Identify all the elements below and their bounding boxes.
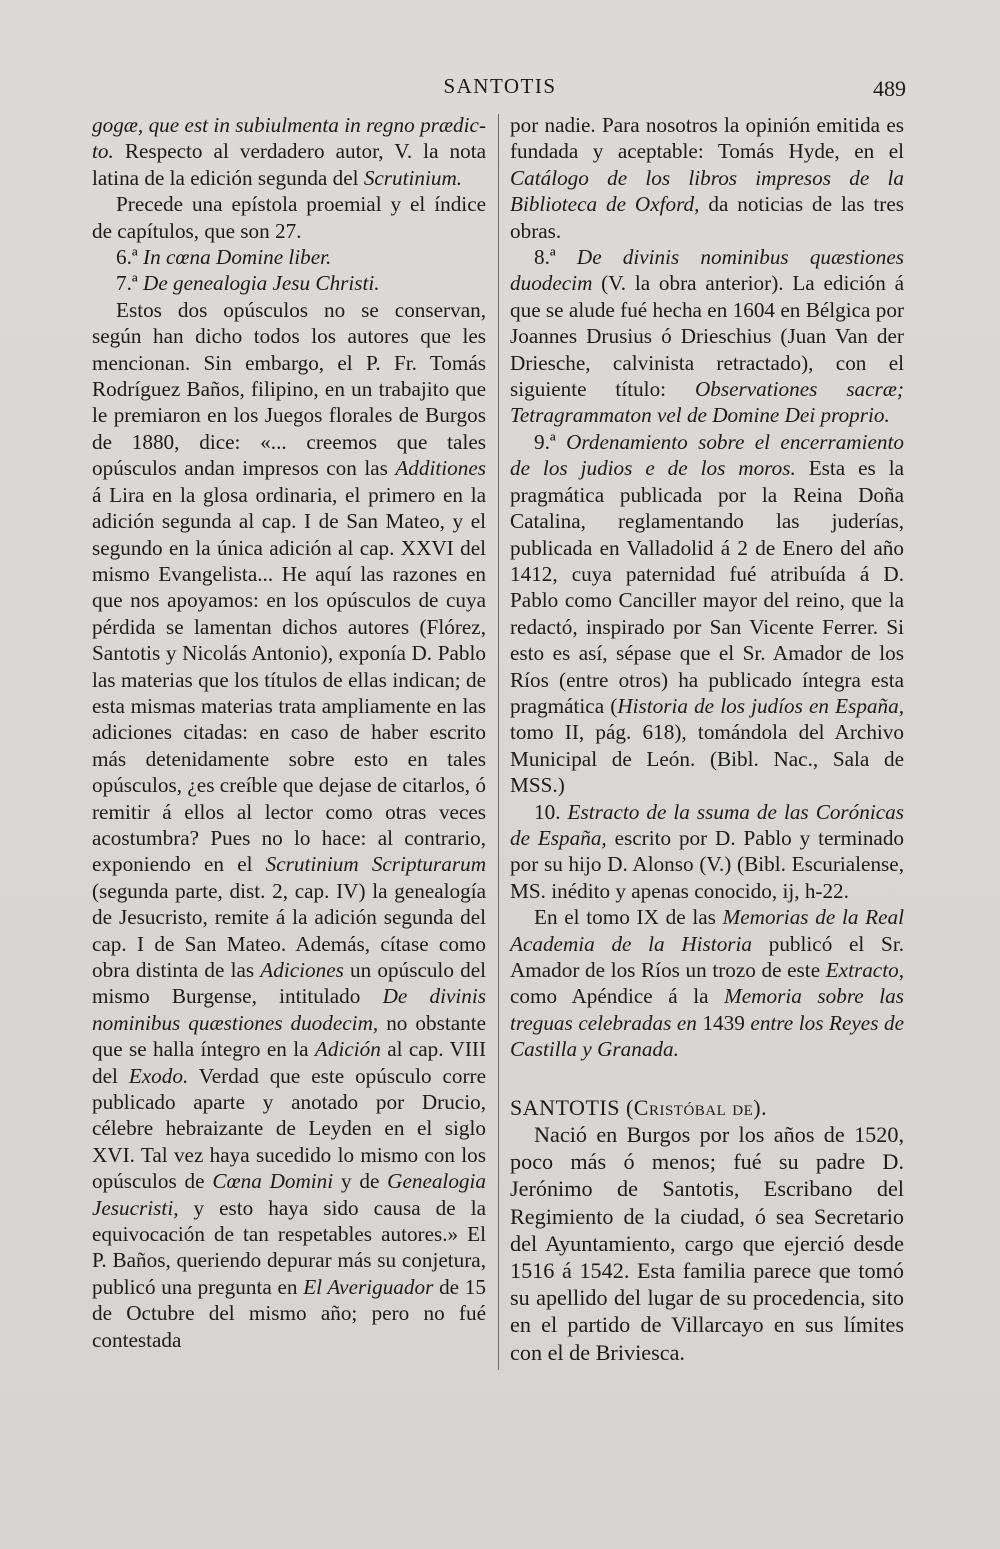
text: (segunda parte, dist. 2, cap. IV) la genealogía de Jesucristo, remite á la adición segunda del cap. I de San Mateo. Además, cítase como obra distinta de las [92,878,486,982]
column-divider [498,114,499,1370]
text: (V. la obra anterior). La edición á que se alude fué hecha en 1604 en Bélgica por Joannes Drusius ó Drieschius (Juan Van der Driesche, calvinista retractado), con el siguiente título: [510,271,904,402]
text: Esta es la pragmática publicada por la Reina Doña Catalina, reglamentando las juderías, publicada en Valladolid á 2 de Enero del año 1412, cuya paternidad fué atribuída á D. Pablo como Canciller mayor del reino, que la redactó, inspirado por San Vicente Ferrer. Si esto es así, sépase que el Sr. Amador de los Ríos (entre otros) ha publicado íntegra esta pragmática ( [510,456,904,718]
item-title: De divinis nominibus quæstiones duodecim [510,245,904,296]
right-column [510,112,904,1366]
page-number: 489 [873,76,906,101]
italic-text: Observationes sacræ; Tetragrammaton vel de Domine Dei proprio. [510,377,904,428]
list-item [510,244,904,429]
text: tomo II, pág. 618), tomándola del Archivo Municipal de León. (Bibl. Nac., Sala de MSS.) [510,720,904,798]
paragraph [510,112,904,244]
text: y de [333,1169,388,1194]
text: escrito por D. Pablo y terminado por su hijo D. Alonso (V.) (Bibl. Escurialense, MS. inédito y apenas conocido, ij, h-22. [510,825,905,903]
text: y esto haya sido causa de la equivocación de tan respetables autores.» El P. Baños, queriendo depurar más su conjetura, publicó una pregunta en [92,1195,486,1299]
list-item [92,244,486,270]
paragraph [92,297,486,1353]
italic-text: Catálogo de los libros impresos de la Biblioteca de Oxford, [510,165,904,217]
running-head-title: SANTOTIS [443,74,557,98]
italic-text: Extracto, [825,958,904,982]
paragraph: Nació en Burgos por los años de 1520, poco más ó menos; fué su padre D. Jerónimo de Santotis, Escribano del Regimiento de la ciudad, ó sea Secretario del Ayuntamiento, cargo que ejerció desde 1516 á 1542. Esta familia parece que tomó su apellido del lugar de su procedencia, sito en el partido de Villarcayo en sus límites con el de Briviesca. [510,1122,904,1365]
text: á Lira en la glosa ordinaria, el primero en la adición segunda al cap. I de San Mateo, y el segundo en la única adición al cap. XXVI del mismo Evangelista... He aquí las razones en que nos apoyamos: en los opúsculos de cuya pérdida se lamentan dichos autores (Flórez, Santotis y Nicolás Antonio), exponía D. Pablo las materias que los títulos de ellas indican; de esta mismas materias trata ampliamente en las adiciones citadas: en caso de haber escrito más detenidamente sobre esto en tales opúsculos, ¿es creíble que dejase de citarlos, ó remitir á ellos al lector como otras veces acostumbra? Pues no lo hace: al contrario, exponiendo en el [92,482,486,877]
text: Verdad que este opúsculo corre publicado aparte y anotado por Drucio, célebre hebraizante de Leyden en el siglo XVI. Tal vez haya sucedido lo mismo con los opúsculos de [92,1063,487,1194]
text: por nadie. Para nosotros la opinión emitida es fundada y aceptable: Tomás Hyde, en el [510,113,904,164]
paragraph [92,112,486,191]
italic-text: Exodo. [128,1063,189,1088]
item-number: 9.ª [534,429,567,454]
text: En el tomo IX de las [534,905,723,930]
text: 1439 [696,1010,751,1035]
list-item [92,270,486,296]
text: Estos dos opúsculos no se conservan, según han dicho todos los autores que les mencionan. Sin embargo, el P. Fr. Tomás Rodríguez Baños, filipino, en un trabajito que le premiaron en los Juegos florales de Burgos de 1880, dice: «... creemos que tales opúsculos andan impresos con las [92,297,486,481]
section-heading [510,1095,904,1121]
italic-text: Memorias de la Real Academia de la Historia [510,905,904,956]
text: Respecto al verdadero autor, V. la nota latina de la edición segunda del [92,139,486,190]
item-number: 6.ª [116,245,144,270]
item-title: Estracto de la ssuma de las Corónicas de España, [510,799,904,850]
italic-text: gogæ, que est in subiulmenta in regno prædic-to. [92,113,486,164]
running-head [0,70,1000,110]
text: al cap. VIII del [92,1037,487,1088]
paragraph [510,904,904,1062]
italic-text: Adición [314,1037,381,1062]
text: como Apéndice á la [510,984,725,1009]
list-item [510,799,904,905]
italic-text: Scrutinium Scripturarum [265,852,486,877]
text: publicó el Sr. Amador de los Ríos un trozo de este [510,931,904,982]
text: un opúsculo del mismo Burgense, intitulado [92,958,486,1009]
item-number: 8.ª [534,245,577,270]
italic-text: Additiones [395,456,486,481]
list-item [510,429,904,799]
italic-text: De divinis nominibus quæstiones duodecim, [92,984,487,1035]
paragraph: Precede una epístola proemial y el índice de capítulos, que son 27. [92,192,486,243]
text: da noticias de las tres obras. [510,192,904,243]
item-number: 7.ª [116,271,144,296]
italic-text: Cœna Domini [212,1169,334,1194]
italic-text: Historia de los judíos en España, [617,693,904,718]
italic-text: Memoria sobre las treguas celebradas en [510,984,904,1035]
italic-text: entre los Reyes de Castilla y Granada. [510,1010,905,1062]
italic-text: El Averiguador [303,1274,434,1299]
item-number: 10. [534,799,568,824]
text: no obstante que se halla íntegro en la [92,1010,486,1062]
heading-name: SANTOTIS [510,1094,620,1120]
item-title: In cœna Domine liber. [143,245,332,270]
italic-text: Scrutinium. [363,165,463,190]
item-title: Ordenamiento sobre el encerramiento de los judios e de los moros. [510,429,904,481]
text: de 15 de Octubre del mismo año; pero no fué contestada [92,1274,486,1352]
item-title: De genealogia Jesu Christi. [143,271,380,296]
italic-text: Genealogia Jesucristi, [92,1169,486,1220]
left-column [92,112,486,1353]
italic-text: Adiciones [260,958,344,982]
heading-subtitle: (Cristóbal de). [619,1094,768,1120]
